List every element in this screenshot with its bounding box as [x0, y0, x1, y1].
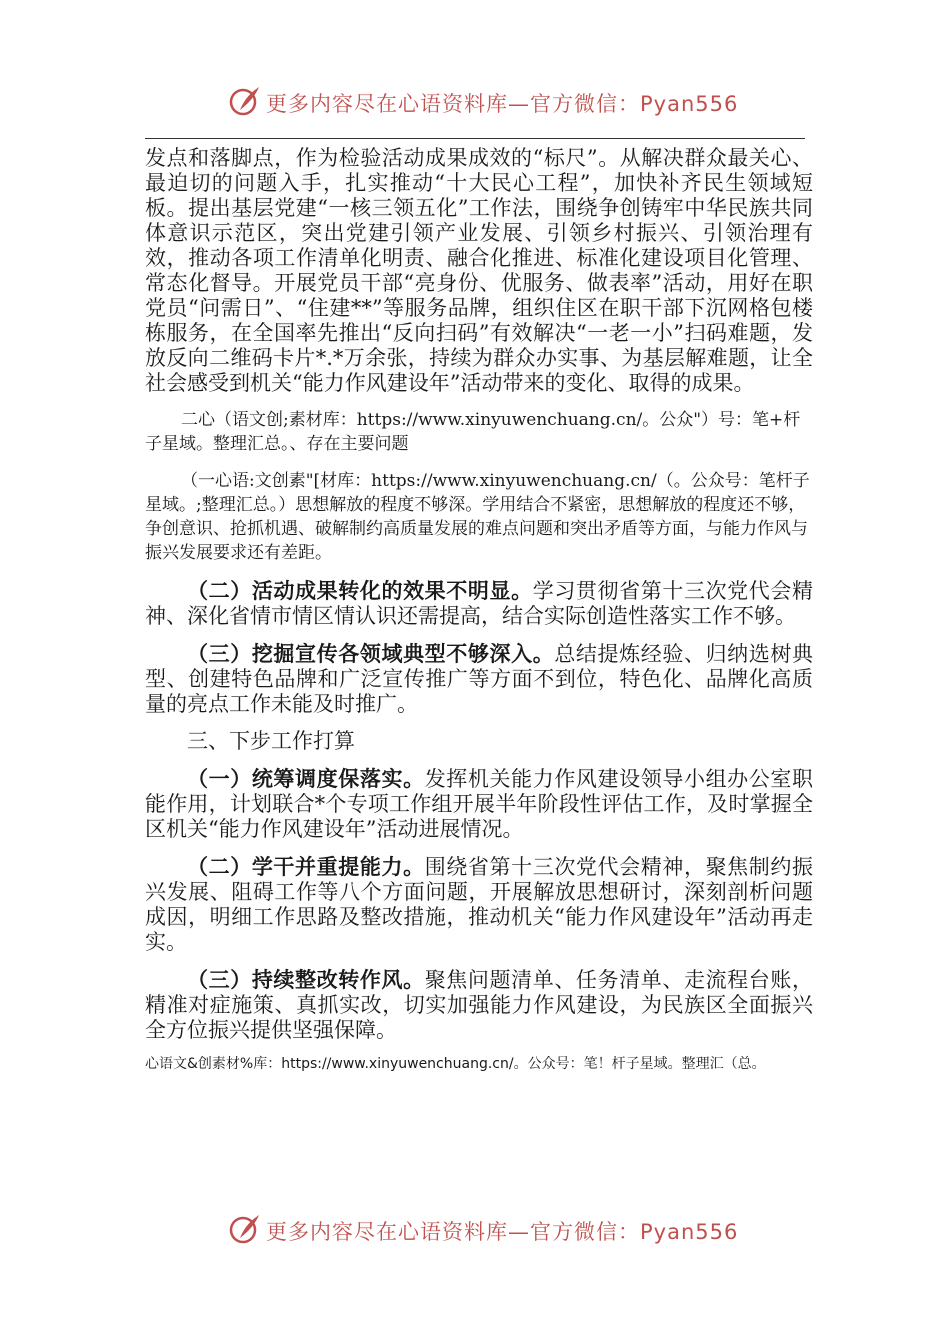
paragraph-problem-2: [145, 578, 813, 629]
paragraph-achievements: 发点和落脚点，作为检验活动成果成效的“标尺”。从解决群众最关心、最迫切的问题入手，扎实推动“十大民心工程”，加快补齐民生领域短板。提出基层党建“一核三领五化”工作法，围绕争创铸牢中华民族共同体意识示范区，突出党建引领产业发展、引领乡村振兴、引领治理有效，推动各项工作清单化明责、融合化推进、标准化建设项目化管理、常态化督导。开展党员干部“亮身份、优服务、做表率”活动，用好在职党员“问需日”、“住建**”等服务品牌，组织住区在职干部下沉网格包楼栋服务，在全国率先推出“反向扫码”有效解决“一老一小”扫码难题，发放反向二维码卡片*.*万余张，持续为群众办实事、为基层解难题，让全社会感受到机关“能力作风建设年”活动带来的变化、取得的成果。: [145, 146, 813, 395]
paragraph-problem-3: [145, 641, 813, 717]
paragraph-plan-1: [145, 766, 813, 842]
quill-logo-icon: [228, 1212, 262, 1246]
document-body: [145, 146, 813, 1075]
plan-1-text: 发挥机关能力作风建设领导小组办公室职能作用，计划联合*个专项工作组开展半年阶段性评估工作，及时掌握全区机关“能力作风建设年”活动进展情况。: [145, 767, 814, 841]
paragraph-plan-3: [145, 967, 813, 1043]
quill-logo-icon: [228, 84, 262, 118]
header-divider: [145, 138, 805, 139]
problem-2-text: 学习贯彻省第十三次党代会精神、深化省情市情区情认识还需提高，结合实际创造性落实工作不够。: [145, 579, 814, 628]
watermark-footer-note: 心语文&创素材%库：https://www.xinyuwenchuang.cn/。公众号：笔！杆子星域。整理汇（总。: [145, 1056, 766, 1072]
plan-3-text: 聚焦问题清单、任务清单、走流程台账，精准对症施策、真抓实改，切实加强能力作风建设，为民族区全面振兴全方位振兴提供坚强保障。: [145, 968, 814, 1042]
problem-2-title: （二）活动成果转化的效果不明显。: [187, 578, 533, 603]
paragraph-problem-1: （一心语:文创素"[材库：https://www.xinyuwenchuang.cn/（。公众号：笔杆子星域。;整理汇总。）思想解放的程度不够深。学用结合不紧密，思想解放的程度还不够，争创意识、抢抓机遇、破解制约高质量发展的难点问题和突出矛盾等方面，与能力作风与振兴发展要求还有差距。: [145, 471, 810, 563]
section-heading-next-steps: 三、下步工作打算: [187, 729, 355, 753]
footer-banner-text: 更多内容尽在心语资料库—官方微信：Pyan556: [266, 1220, 739, 1244]
problem-3-title: （三）挖掘宣传各领域典型不够深入。: [187, 641, 555, 666]
header-banner-text: 更多内容尽在心语资料库—官方微信：Pyan556: [266, 92, 739, 116]
paragraph-plan-2: [145, 854, 813, 955]
plan-2-title: （二）学干并重提能力。: [187, 854, 425, 879]
paragraph-problems-heading: 二心（语文创;素材库：https://www.xinyuwenchuang.cn/。公众"）号：笔+杆子星域。整理汇总。、存在主要问题: [145, 410, 801, 454]
header-banner: [0, 82, 950, 126]
plan-2-text: 围绕省第十三次党代会精神，聚焦制约振兴发展、阻碍工作等八个方面问题，开展解放思想研讨，深刻剖析问题成因，明细工作思路及整改措施，推动机关“能力作风建设年”活动再走实。: [145, 855, 814, 954]
problem-3-text: 总结提炼经验、归纳选树典型、创建特色品牌和广泛宣传推广等方面不到位，特色化、品牌化高质量的亮点工作未能及时推广。: [145, 642, 814, 716]
footer-banner: [0, 1210, 950, 1254]
plan-1-title: （一）统筹调度保落实。: [187, 766, 425, 791]
plan-3-title: （三）持续整改转作风。: [187, 967, 425, 992]
